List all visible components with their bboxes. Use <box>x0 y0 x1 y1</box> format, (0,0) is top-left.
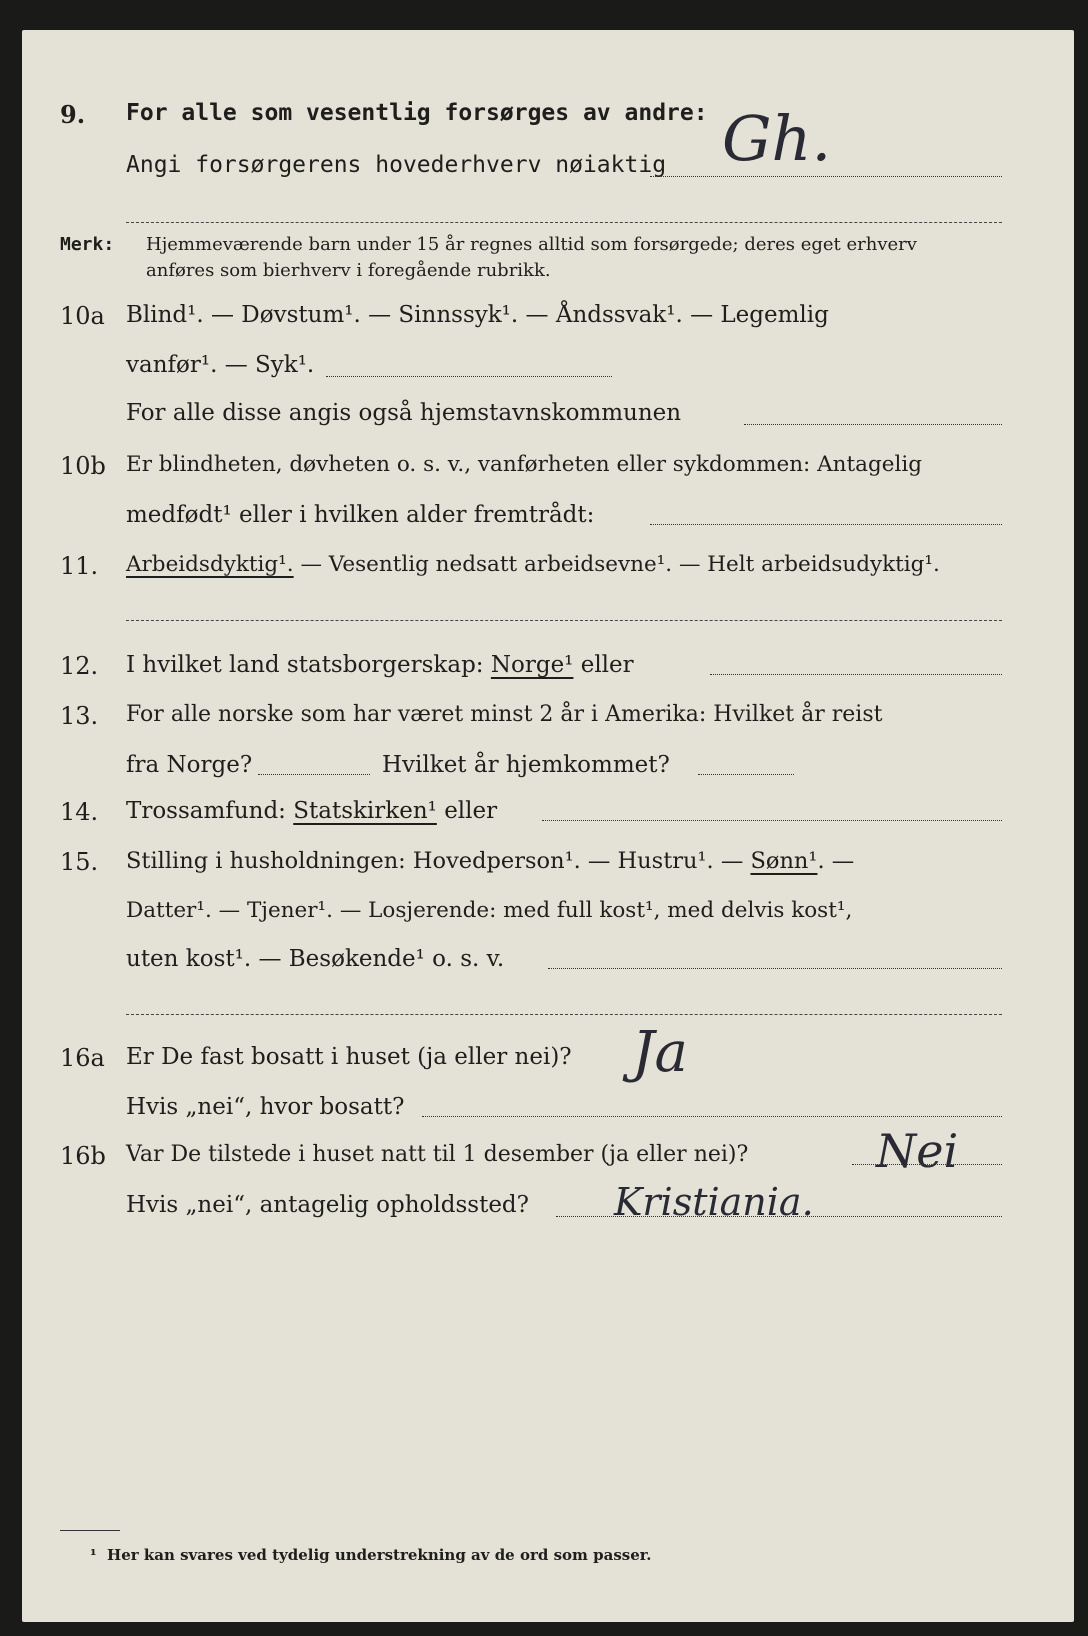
q13-hjemkommet-line[interactable] <box>698 774 794 775</box>
q12-answer-line[interactable] <box>710 674 1002 675</box>
q14-eller: eller <box>444 798 498 824</box>
q10a-line1: Blind¹. — Døvstum¹. — Sinnssyk¹. — Åndssvak¹. — Legemlig <box>126 302 829 328</box>
q13-line1: For alle norske som har været minst 2 år i Amerika: Hvilket år reist <box>126 702 883 727</box>
q10b-line2: medfødt¹ eller i hvilken alder fremtrådt: <box>126 502 595 528</box>
q15-answer-line[interactable] <box>548 968 1002 969</box>
footnote-text: Her kan svares ved tydelig understrekning av de ord som passer. <box>107 1546 652 1564</box>
q10a-line3: For alle disse angis også hjemstavnskommunen <box>126 400 682 426</box>
q9-line2: Angi forsørgerens hovederhverv nøiaktig <box>126 152 667 178</box>
q16b-line1: Var De tilstede i huset natt til 1 desember (ja eller nei)? <box>126 1142 749 1167</box>
q15-line1-text: Stilling i husholdningen: Hovedperson¹. — Hustru¹. — <box>126 848 744 874</box>
q9-title: For alle som vesentlig forsørges av andre: <box>126 100 708 126</box>
merk-label: Merk: <box>60 234 115 255</box>
q9-answer-line[interactable] <box>650 176 1002 177</box>
q14-label: Trossamfund: <box>126 798 286 824</box>
q11-extra-line[interactable] <box>126 620 1002 621</box>
census-form-page <box>22 30 1074 1622</box>
q15-line2: Datter¹. — Tjener¹. — Losjerende: med full kost¹, med delvis kost¹, <box>126 898 853 923</box>
merk-text-line1: Hjemmeværende barn under 15 år regnes alltid som forsørgede; deres eget erhverv <box>146 234 917 255</box>
q14-option-statskirken[interactable]: Statskirken¹ <box>293 798 437 824</box>
q15-number: 15. <box>60 848 99 876</box>
q10b-line1: Er blindheten, døvheten o. s. v., vanførheten eller sykdommen: Antagelig <box>126 452 922 477</box>
footnote <box>90 1546 652 1564</box>
q16a-handwritten-answer: Ja <box>632 1020 688 1085</box>
q12-label: I hvilket land statsborgerskap: <box>126 652 484 678</box>
q15-option-sonn[interactable]: Sønn¹ <box>750 848 818 874</box>
q16a-bosatt-line[interactable] <box>422 1116 1002 1117</box>
q14-text <box>126 798 497 824</box>
q16a-number: 16a <box>60 1044 105 1072</box>
q10b-number: 10b <box>60 452 106 480</box>
q10a-number: 10a <box>60 302 105 330</box>
q10b-answer-line[interactable] <box>650 524 1002 525</box>
q13-number: 13. <box>60 702 99 730</box>
q12-eller: eller <box>580 652 634 678</box>
q16b-answer1-line[interactable] <box>852 1164 1002 1165</box>
q16b-number: 16b <box>60 1142 106 1170</box>
q15-extra-line[interactable] <box>126 1014 1002 1015</box>
q14-number: 14. <box>60 798 99 826</box>
q11-text <box>126 552 940 577</box>
q14-answer-line[interactable] <box>542 820 1002 821</box>
q9-extra-line[interactable] <box>126 222 1002 223</box>
q16b-handwritten-answer2: Kristiania. <box>614 1180 814 1224</box>
q15-line1 <box>126 848 854 874</box>
q16b-opholdssted-line[interactable] <box>556 1216 1002 1217</box>
q15-line1-end: . — <box>817 848 855 874</box>
footnote-rule <box>60 1530 120 1531</box>
q11-option-arbeidsdyktig[interactable]: Arbeidsdyktig¹. <box>126 552 294 577</box>
q12-number: 12. <box>60 652 99 680</box>
q16a-line1: Er De fast bosatt i huset (ja eller nei)? <box>126 1044 572 1070</box>
q10a-line2: vanfør¹. — Syk¹. <box>126 352 315 378</box>
q15-line3: uten kost¹. — Besøkende¹ o. s. v. <box>126 946 505 972</box>
q13-line2a: fra Norge? <box>126 752 253 778</box>
q13-reist-line[interactable] <box>258 774 370 775</box>
q16b-handwritten-answer1: Nei <box>876 1124 959 1178</box>
q10a-answer-line[interactable] <box>326 376 612 377</box>
q16b-line2: Hvis „nei“, antagelig opholdssted? <box>126 1192 529 1218</box>
q10a-hjemstavn-line[interactable] <box>744 424 1002 425</box>
q9-number: 9. <box>60 100 86 129</box>
q11-number: 11. <box>60 552 99 580</box>
q13-line2b: Hvilket år hjemkommet? <box>382 752 670 778</box>
q12-text <box>126 652 634 678</box>
q11-rest: — Vesentlig nedsatt arbeidsevne¹. — Helt arbeidsudyktig¹. <box>293 552 940 577</box>
merk-text-line2: anføres som bierhverv i foregående rubrikk. <box>146 260 551 281</box>
q16a-line2: Hvis „nei“, hvor bosatt? <box>126 1094 405 1120</box>
footnote-mark: ¹ <box>90 1546 97 1564</box>
q12-option-norge[interactable]: Norge¹ <box>490 652 574 678</box>
q9-handwritten-answer: Gh. <box>722 102 832 175</box>
